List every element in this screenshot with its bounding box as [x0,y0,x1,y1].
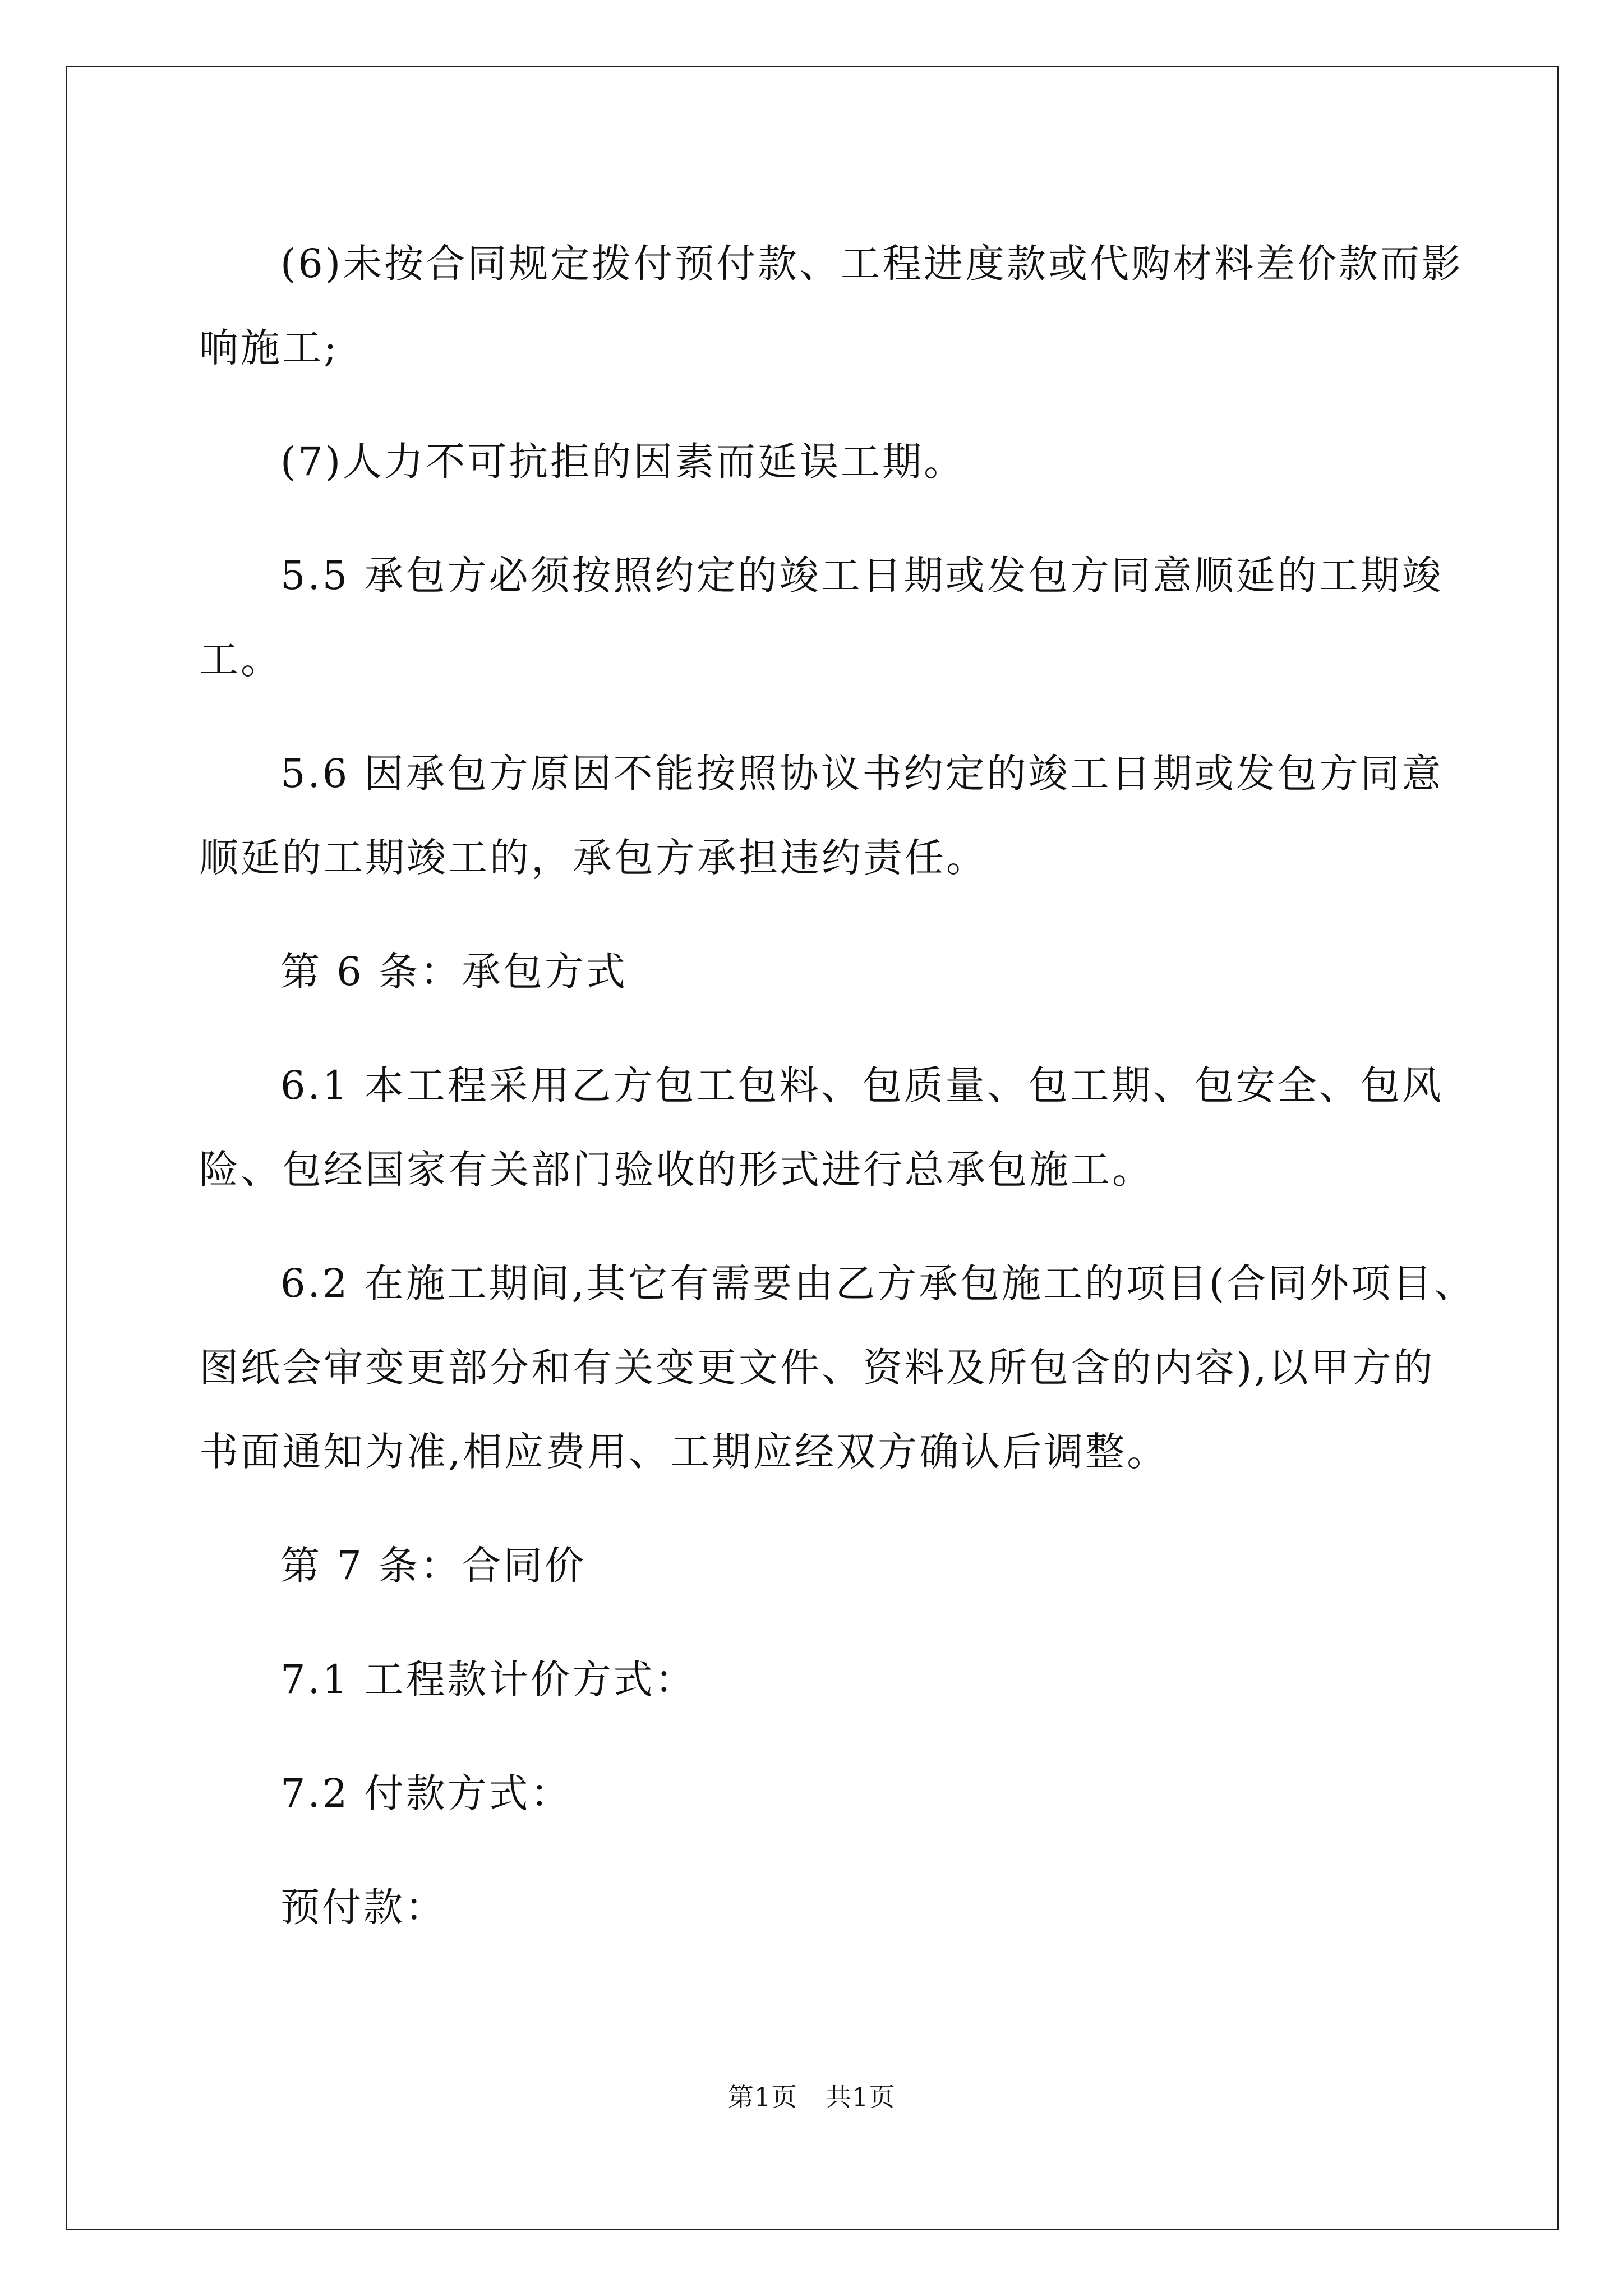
text-line: 工。 [199,637,282,683]
text-line: 书面通知为准,相应费用、工期应经双方确认后调整。 [199,1429,1169,1475]
text-line: 7.2 付款方式： [280,1770,572,1816]
paragraph [199,1865,1427,1949]
text-line: 第 6 条：承包方式 [280,949,628,995]
text-line: 图纸会审变更部分和有关变更文件、资料及所包含的内容),以甲方的 [199,1345,1435,1391]
paragraph [199,1241,1476,1494]
section-heading [199,930,1427,1014]
text-line: 6.2 在施工期间,其它有需要由乙方承包施工的项目(合同外项目、 [280,1260,1476,1306]
paragraph [199,222,1464,390]
text-line: (7)人力不可抗拒的因素而延误工期。 [280,439,966,485]
text-line: 7.1 工程款计价方式： [280,1657,697,1703]
paragraph [199,1043,1444,1212]
page-footer [0,2080,1623,2114]
text-line: (6)未按合同规定拨付预付款、工程进度款或代购材料差价款而影 [280,241,1464,287]
text-line: 响施工; [199,325,339,371]
paragraph [199,731,1444,900]
text-line: 第 7 条：合同价 [280,1543,587,1589]
text-line: 预付款： [280,1884,446,1930]
paragraph [199,533,1444,702]
text-line: 5.6 因承包方原因不能按照协议书约定的竣工日期或发包方同意 [280,751,1444,797]
text-line: 6.1 本工程采用乙方包工包料、包质量、包工期、包安全、包风 [280,1062,1444,1108]
document-body [199,222,1476,1979]
text-line: 5.5 承包方必须按照约定的竣工日期或发包方同意顺延的工期竣 [280,553,1444,599]
text-line: 顺延的工期竣工的，承包方承担违约责任。 [199,835,988,881]
paragraph [199,1751,1427,1835]
paragraph [199,1637,1427,1722]
text-line: 险、包经国家有关部门验收的形式进行总承包施工。 [199,1147,1154,1193]
paragraph [199,420,1427,504]
section-heading [199,1524,1427,1608]
page-number: 第1页 [727,2082,797,2112]
page-total: 共1页 [826,2082,896,2112]
